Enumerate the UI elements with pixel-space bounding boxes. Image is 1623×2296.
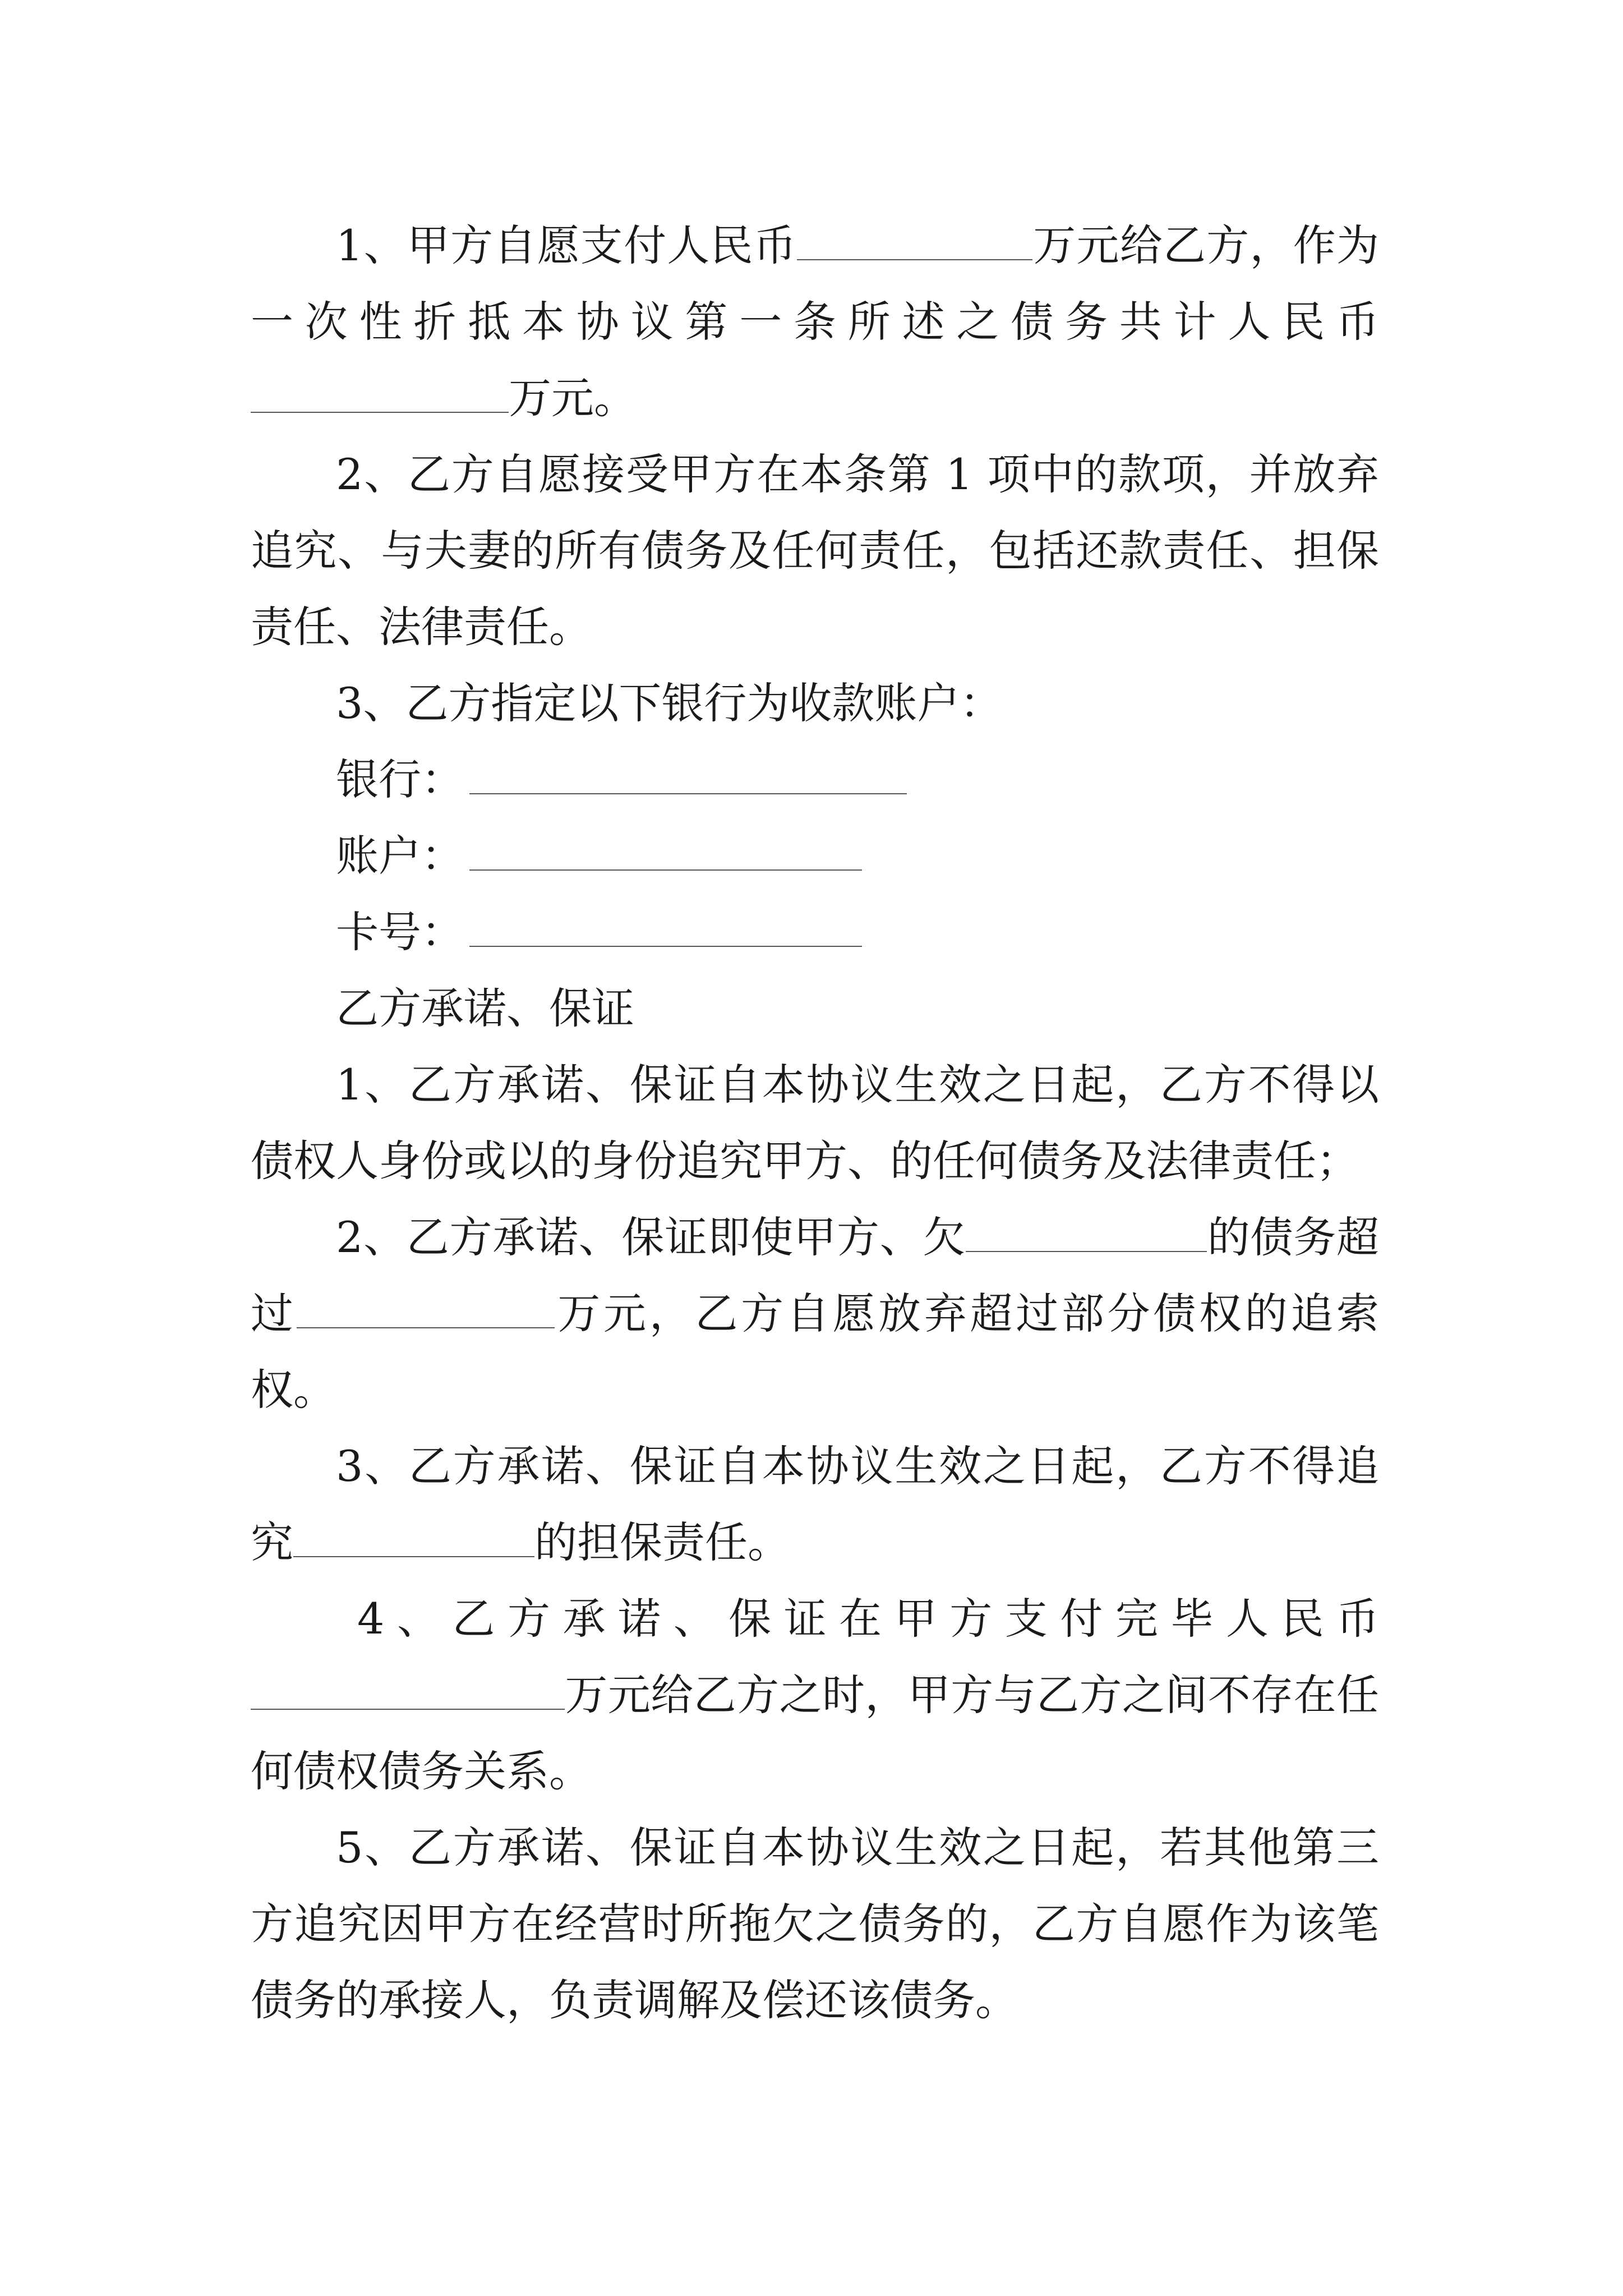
commitment-4 (251, 1581, 1379, 1810)
commitment-3 (251, 1428, 1379, 1581)
creditor-blank[interactable] (966, 1213, 1207, 1252)
commitment-2-text-3: 万元，乙方自愿放弃超过部分债权的追索权。 (251, 1289, 1380, 1415)
amount-blank[interactable] (797, 221, 1032, 260)
clause-acceptance: 2、乙方自愿接受甲方在本条第 1 项中的款项，并放弃追究、与夫妻的所有债务及任何责任，包括还款责任、担保责任、法律责任。 (251, 449, 1379, 652)
commitment-4-text-2: 万元给乙方之时，甲方与乙方之间不存在任何债权债务关系。 (251, 1670, 1379, 1796)
clause-bank-account: 3、乙方指定以下银行为收款账户： (336, 678, 1003, 728)
clause-payment-text-3: 万元。 (509, 373, 637, 423)
bank-line (251, 742, 1379, 818)
commitment-5: 5、乙方承诺、保证自本协议生效之日起，若其他第三方追究因甲方在经营时所拖欠之债务的，乙方自愿作为该笔债务的承接人，负责调解及偿还该债务。 (251, 1823, 1379, 2025)
commitment-2 (251, 1199, 1379, 1428)
account-name-line (251, 818, 1379, 894)
commitment-3-text-2: 的担保责任。 (534, 1517, 790, 1567)
commitment-1: 1、乙方承诺、保证自本协议生效之日起，乙方不得以债权人身份或以的身份追究甲方、的任何债务及法律责任； (251, 1060, 1379, 1186)
account-name-blank[interactable] (469, 831, 862, 871)
account-name-label: 账户： (336, 831, 464, 881)
card-number-blank[interactable] (469, 908, 862, 947)
clause-payment (251, 208, 1379, 436)
card-number-label: 卡号： (336, 907, 464, 957)
commitment-4-text-1: 4、乙方承诺、保证在甲方支付完毕人民币 (357, 1594, 1379, 1644)
clause-payment-text-2: 万元给乙方，作为一次性折抵本协议第一条所述之债务共计人民币 (251, 220, 1380, 347)
commitment-2-text-1: 2、乙方承诺、保证即使甲方、欠 (336, 1212, 966, 1262)
bank-label: 银行： (336, 754, 464, 804)
total-amount-blank[interactable] (251, 374, 509, 413)
guarantee-party-blank[interactable] (293, 1518, 534, 1557)
document-body (251, 208, 1379, 2039)
commitment-3-text-1: 3、乙方承诺、保证自本协议生效之日起，乙方不得追究 (251, 1441, 1379, 1567)
bank-blank[interactable] (469, 755, 907, 794)
section-title: 乙方承诺、保证 (336, 983, 634, 1033)
final-amount-blank[interactable] (251, 1671, 565, 1710)
commitment-2-text-2: 的债务超过 (251, 1212, 1379, 1338)
debt-amount-blank[interactable] (297, 1289, 555, 1328)
clause-payment-text-1: 1、甲方自愿支付人民币 (336, 220, 797, 270)
card-number-line (251, 894, 1379, 970)
